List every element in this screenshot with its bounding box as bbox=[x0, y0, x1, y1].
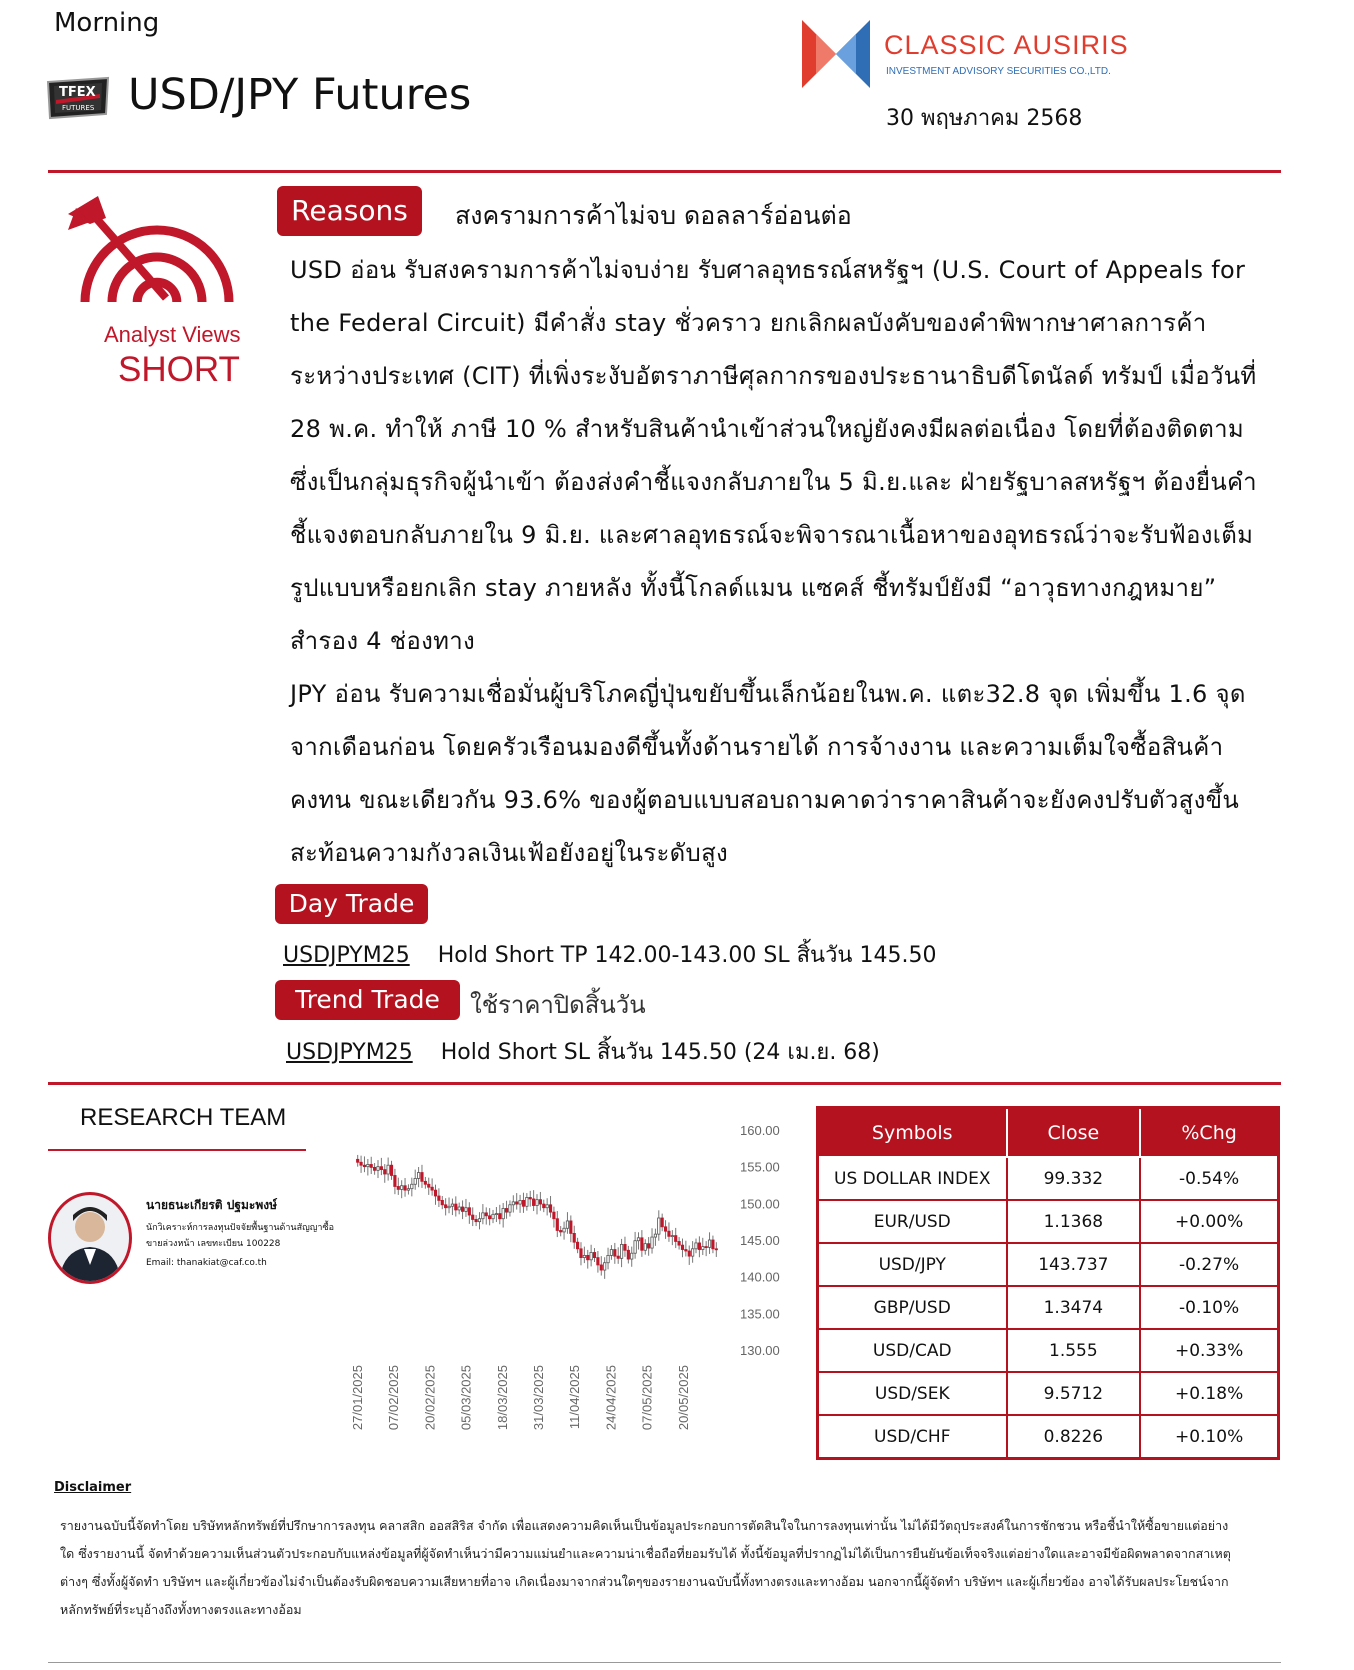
candle bbox=[404, 1186, 406, 1190]
candle bbox=[488, 1216, 490, 1219]
candle bbox=[688, 1251, 690, 1256]
quote-symbol: USD/CAD bbox=[818, 1329, 1007, 1372]
tfex-logo-text: TFEX bbox=[59, 85, 96, 100]
candle bbox=[431, 1187, 433, 1190]
quote-symbol: USD/JPY bbox=[818, 1243, 1007, 1286]
candle bbox=[421, 1173, 423, 1182]
candle bbox=[424, 1181, 426, 1184]
candle bbox=[411, 1184, 413, 1188]
quote-close: 99.332 bbox=[1007, 1157, 1141, 1200]
candle bbox=[651, 1237, 653, 1248]
research-team-title: RESEARCH TEAM bbox=[80, 1104, 287, 1131]
x-tick-label: 24/04/2025 bbox=[603, 1365, 619, 1431]
candle bbox=[526, 1197, 528, 1206]
candle bbox=[587, 1255, 589, 1259]
x-tick-label: 05/03/2025 bbox=[458, 1365, 474, 1431]
header-pct-chg: %Chg bbox=[1140, 1108, 1278, 1158]
candle bbox=[465, 1208, 467, 1212]
candle bbox=[539, 1200, 541, 1204]
trend-trade-tag: Trend Trade bbox=[275, 980, 460, 1020]
y-tick-label: 140.00 bbox=[740, 1269, 780, 1285]
header-close: Close bbox=[1007, 1108, 1141, 1158]
candle bbox=[715, 1249, 717, 1250]
candle bbox=[597, 1258, 599, 1265]
analyst-name: นายธนะเกียรติ ปฐมะพงษ์ bbox=[146, 1198, 278, 1212]
candle bbox=[691, 1249, 693, 1256]
candle bbox=[407, 1189, 409, 1190]
analyst-views-label: Analyst Views bbox=[104, 322, 241, 347]
candle bbox=[434, 1190, 436, 1196]
quote-pct-chg: +0.00% bbox=[1140, 1200, 1278, 1243]
candle bbox=[546, 1205, 548, 1208]
quote-row bbox=[818, 1415, 1279, 1459]
y-tick-label: 150.00 bbox=[740, 1196, 780, 1212]
candle bbox=[414, 1178, 416, 1184]
quote-symbol: US DOLLAR INDEX bbox=[818, 1157, 1007, 1200]
x-tick-label: 20/05/2025 bbox=[675, 1365, 691, 1431]
trend-trade-symbol: USDJPYM25 bbox=[286, 1040, 413, 1065]
candle bbox=[451, 1204, 453, 1206]
quote-close: 1.555 bbox=[1007, 1329, 1141, 1372]
candle bbox=[502, 1208, 504, 1218]
candle bbox=[641, 1238, 643, 1250]
candle bbox=[631, 1253, 633, 1259]
x-tick-label: 07/02/2025 bbox=[386, 1365, 402, 1431]
y-tick-label: 130.00 bbox=[740, 1343, 780, 1358]
candle bbox=[512, 1202, 514, 1205]
footer-line bbox=[48, 1662, 1281, 1663]
candle bbox=[678, 1241, 680, 1245]
candle bbox=[698, 1243, 700, 1250]
quote-row bbox=[818, 1372, 1279, 1415]
candle bbox=[482, 1213, 484, 1219]
candle bbox=[516, 1202, 518, 1204]
header-symbols: Symbols bbox=[818, 1108, 1007, 1158]
company-subtitle: INVESTMENT ADVISORY SECURITIES CO.,LTD. bbox=[886, 66, 1111, 77]
candle bbox=[702, 1247, 704, 1250]
y-tick-label: 135.00 bbox=[740, 1306, 780, 1322]
candle bbox=[428, 1184, 430, 1187]
x-tick-label: 27/01/2025 bbox=[350, 1365, 365, 1431]
candle bbox=[590, 1252, 592, 1259]
avatar bbox=[48, 1192, 132, 1284]
candle bbox=[553, 1212, 555, 1219]
candle bbox=[675, 1236, 677, 1242]
disclaimer-text: รายงานฉบับนี้จัดทำโดย บริษัทหลักทรัพย์ที่ปรึกษาการลงทุน คลาสสิก ออสสิริส จำกัด เพื่อแสดงความคิดเห็นเป็นข้อมูลประกอบการตัดสินใจในการลงทุนเท่านั้น ไม่ได้มีวัตถุประสงค์ในการชักชวน หรือชี้นำให้ซื้อขายแต่อย่างใด ซึ่งรายงานนี้ จัดทำด้วยความเห็นส่วนตัวประกอบกับแหล่งข้อมูลที่ผู้จัดทำเห็นว่ามีความแม่นยำและความน่าเชื่อถือที่ยอมรับได้ ทั้งนี้ข้อมูลที่ปรากฏไม่ได้เป็นการยืนยันข้อเท็จจริงแต่อย่างใดและอาจมีข้อผิดพลาดจากสาเหตุต่างๆ ซึ่งทั้งผู้จัดทำ บริษัทฯ และผู้เกี่ยวข้องไม่จำเป็นต้องรับผิดชอบความเสียหายที่อาจ เกิดเนื่องมาจากส่วนใดๆของรายงานฉบับนี้ทั้งทางตรงและทางอ้อม นอกจากนี้ผู้จัดทำ บริษัทฯ และผู้เกี่ยวข้อง อาจได้รับผลประโยชน์จากหลักทรัพย์ที่ระบุอ้างถึงทั้งทางตรงและทางอ้อม bbox=[60, 1518, 1231, 1617]
candle bbox=[559, 1230, 561, 1231]
day-trade-symbol: USDJPYM25 bbox=[283, 943, 410, 968]
candle bbox=[583, 1255, 585, 1257]
candle bbox=[475, 1219, 477, 1221]
candle bbox=[549, 1205, 551, 1212]
x-tick-label: 18/03/2025 bbox=[494, 1365, 510, 1431]
candle bbox=[647, 1244, 649, 1248]
candle bbox=[566, 1221, 568, 1228]
candle bbox=[661, 1218, 663, 1227]
section-divider bbox=[48, 1082, 1281, 1085]
candle bbox=[373, 1167, 375, 1170]
report-type: Morning bbox=[54, 8, 160, 38]
quote-close: 143.737 bbox=[1007, 1243, 1141, 1286]
candle bbox=[617, 1256, 619, 1258]
quotes-table bbox=[816, 1106, 1280, 1460]
candle bbox=[370, 1164, 372, 1167]
reasons-headline: สงครามการค้าไม่จบ ดอลลาร์อ่อนต่อ bbox=[455, 201, 852, 230]
candle bbox=[654, 1234, 656, 1237]
quote-symbol: USD/SEK bbox=[818, 1372, 1007, 1415]
day-trade-line bbox=[283, 937, 936, 972]
candle bbox=[593, 1252, 595, 1257]
candle bbox=[681, 1245, 683, 1249]
candle bbox=[610, 1250, 612, 1256]
candle bbox=[519, 1200, 521, 1204]
candle bbox=[627, 1250, 629, 1259]
candle bbox=[441, 1200, 443, 1204]
x-tick-label: 07/05/2025 bbox=[639, 1365, 655, 1431]
quote-pct-chg: +0.18% bbox=[1140, 1372, 1278, 1415]
usdjpy-price-chart bbox=[340, 1110, 810, 1460]
trend-trade-note: ใช้ราคาปิดสิ้นวัน bbox=[470, 991, 646, 1019]
candle bbox=[397, 1186, 399, 1189]
candle bbox=[695, 1243, 697, 1249]
candle bbox=[573, 1233, 575, 1242]
candle bbox=[495, 1214, 497, 1215]
candle bbox=[472, 1215, 474, 1219]
quote-row bbox=[818, 1329, 1279, 1372]
candle bbox=[444, 1205, 446, 1208]
candle bbox=[499, 1214, 501, 1219]
candle bbox=[556, 1219, 558, 1231]
candle bbox=[668, 1231, 670, 1236]
tfex-logo-subtext: FUTURES bbox=[62, 104, 95, 112]
target-icon bbox=[68, 194, 258, 324]
candle bbox=[438, 1196, 440, 1200]
candle bbox=[658, 1218, 660, 1234]
x-tick-label: 31/03/2025 bbox=[531, 1365, 546, 1431]
candle bbox=[380, 1167, 382, 1170]
candle bbox=[458, 1207, 460, 1210]
candle bbox=[671, 1236, 673, 1237]
candle bbox=[390, 1165, 392, 1175]
quote-pct-chg: +0.33% bbox=[1140, 1329, 1278, 1372]
y-tick-label: 160.00 bbox=[740, 1123, 780, 1138]
company-logo bbox=[802, 20, 870, 88]
candle bbox=[563, 1228, 565, 1232]
candle bbox=[455, 1204, 457, 1210]
candle bbox=[384, 1170, 386, 1174]
day-trade-strategy: Hold Short TP 142.00-143.00 SL สิ้นวัน 145.50 bbox=[437, 943, 937, 968]
candle bbox=[614, 1250, 616, 1257]
quote-close: 1.1368 bbox=[1007, 1200, 1141, 1243]
y-tick-label: 155.00 bbox=[740, 1159, 780, 1175]
candle bbox=[505, 1208, 507, 1212]
candle bbox=[400, 1186, 402, 1190]
trend-trade-line bbox=[286, 1034, 880, 1069]
quote-symbol: EUR/USD bbox=[818, 1200, 1007, 1243]
x-tick-label: 20/02/2025 bbox=[422, 1365, 438, 1431]
quote-pct-chg: -0.54% bbox=[1140, 1157, 1278, 1200]
report-date: 30 พฤษภาคม 2568 bbox=[886, 106, 1083, 131]
candle bbox=[387, 1165, 389, 1174]
candle bbox=[576, 1242, 578, 1249]
quote-row bbox=[818, 1200, 1279, 1243]
quote-pct-chg: -0.27% bbox=[1140, 1243, 1278, 1286]
candle bbox=[357, 1159, 359, 1162]
candle bbox=[637, 1238, 639, 1241]
jpy-paragraph: JPY อ่อน รับความเชื่อมั่นผู้บริโภคญี่ปุ่นขยับขึ้นเล็กน้อยในพ.ค. แตะ32.8 จุด เพิ่มขึ้น 1.6 จุดจากเดือนก่อน โดยครัวเรือนมองดีขึ้นทั้งด้านรายได้ การจ้างงาน และความเต็มใจซื้อสินค้าคงทน ขณะเดียวกัน 93.6% ของผู้ตอบแบบสอบถามคาดว่าราคาสินค้าจะยังคงปรับตัวสูงขึ้น สะท้อนความกังวลเงินเฟ้อยังอยู่ในระดับสูง bbox=[290, 680, 1246, 867]
candle bbox=[685, 1250, 687, 1251]
usd-paragraph: USD อ่อน รับสงครามการค้าไม่จบง่าย รับศาลอุทธรณ์สหรัฐฯ (U.S. Court of Appeals for the Federal Circuit) มีคำสั่ง stay ชั่วคราว ยกเลิกผลบังคับของคำพิพากษาศาลการค้าระหว่างประเทศ (CIT) ที่เพิ่งระงับอัตราภาษีศุลกากรของประธานาธิบดีโดนัลด์ ทรัมป์ เมื่อวันที่ 28 พ.ค. ทำให้ ภาษี 10 % สำหรับสินค้านำเข้าส่วนใหญ่ยังคงมีผลต่อเนื่อง โดยที่ต้องติดตาม ซึ่งเป็นกลุ่มธุรกิจผู้นำเข้า ต้องส่งคำชี้แจงกลับภายใน 5 มิ.ย.และ ฝ่ายรัฐบาลสหรัฐฯ ต้องยื่นคำชี้แจงตอบกลับภายใน 9 มิ.ย. และศาลอุทธรณ์จะพิจารณาเนื้อหาของอุทธรณ์ว่าจะรับฟ้องเต็มรูปแบบหรือยกเลิก stay ภายหลัง ทั้งนี้โกลด์แมน แซคส์ ชี้ทรัมป์ยังมี “อาวุธทางกฎหมาย” สำรอง 4 ช่องทาง bbox=[290, 256, 1257, 655]
candle bbox=[367, 1164, 369, 1166]
product-title: USD/JPY Futures bbox=[128, 70, 472, 120]
candle bbox=[509, 1205, 511, 1212]
header-divider bbox=[48, 170, 1281, 173]
candle bbox=[485, 1213, 487, 1216]
quotes-header-row bbox=[818, 1108, 1279, 1158]
tfex-logo bbox=[44, 74, 112, 120]
candle bbox=[620, 1244, 622, 1258]
analyst-view-short: SHORT bbox=[118, 350, 240, 389]
candle bbox=[708, 1240, 710, 1247]
candle bbox=[543, 1204, 545, 1208]
candle bbox=[607, 1255, 609, 1262]
candle bbox=[492, 1214, 494, 1218]
candle bbox=[417, 1173, 419, 1179]
candle bbox=[712, 1240, 714, 1249]
candle bbox=[522, 1200, 524, 1206]
candle bbox=[461, 1207, 463, 1211]
candle bbox=[529, 1197, 531, 1198]
reasons-tag: Reasons bbox=[277, 186, 422, 236]
day-trade-tag: Day Trade bbox=[275, 884, 428, 924]
candle bbox=[360, 1162, 362, 1165]
trend-trade-strategy: Hold Short SL สิ้นวัน 145.50 (24 เม.ย. 68) bbox=[440, 1040, 880, 1065]
candle bbox=[394, 1175, 396, 1186]
candle bbox=[634, 1241, 636, 1253]
candle bbox=[644, 1244, 646, 1251]
candle bbox=[600, 1265, 602, 1270]
quote-symbol: USD/CHF bbox=[818, 1415, 1007, 1459]
candle bbox=[705, 1247, 707, 1248]
company-name: CLASSIC AUSIRIS bbox=[884, 30, 1129, 60]
quote-pct-chg: +0.10% bbox=[1140, 1415, 1278, 1459]
candle bbox=[478, 1219, 480, 1222]
analyst-email: Email: thanakiat@caf.co.th bbox=[146, 1258, 267, 1268]
reasons-body bbox=[290, 244, 1280, 880]
quote-row bbox=[818, 1286, 1279, 1329]
candle bbox=[377, 1167, 379, 1171]
quote-close: 0.8226 bbox=[1007, 1415, 1141, 1459]
quote-symbol: GBP/USD bbox=[818, 1286, 1007, 1329]
candle bbox=[664, 1227, 666, 1231]
quote-close: 9.5712 bbox=[1007, 1372, 1141, 1415]
analyst-position: นักวิเคราะห์การลงทุนปัจจัยพื้นฐานด้านสัญญาซื้อขายล่วงหน้า เลขทะเบียน 100228 bbox=[146, 1223, 334, 1249]
x-tick-label: 11/04/2025 bbox=[567, 1365, 583, 1430]
y-tick-label: 145.00 bbox=[740, 1233, 780, 1248]
candle bbox=[624, 1244, 626, 1250]
candle bbox=[570, 1221, 572, 1233]
candle bbox=[603, 1263, 605, 1270]
quote-row bbox=[818, 1243, 1279, 1286]
candle bbox=[448, 1206, 450, 1207]
candle bbox=[468, 1208, 470, 1215]
quote-pct-chg: -0.10% bbox=[1140, 1286, 1278, 1329]
quote-row bbox=[818, 1157, 1279, 1200]
candle bbox=[363, 1165, 365, 1166]
quote-close: 1.3474 bbox=[1007, 1286, 1141, 1329]
candle bbox=[532, 1199, 534, 1206]
research-team-underline bbox=[48, 1149, 306, 1151]
disclaimer-title: Disclaimer bbox=[54, 1480, 132, 1495]
candle bbox=[536, 1200, 538, 1206]
candle bbox=[580, 1249, 582, 1258]
